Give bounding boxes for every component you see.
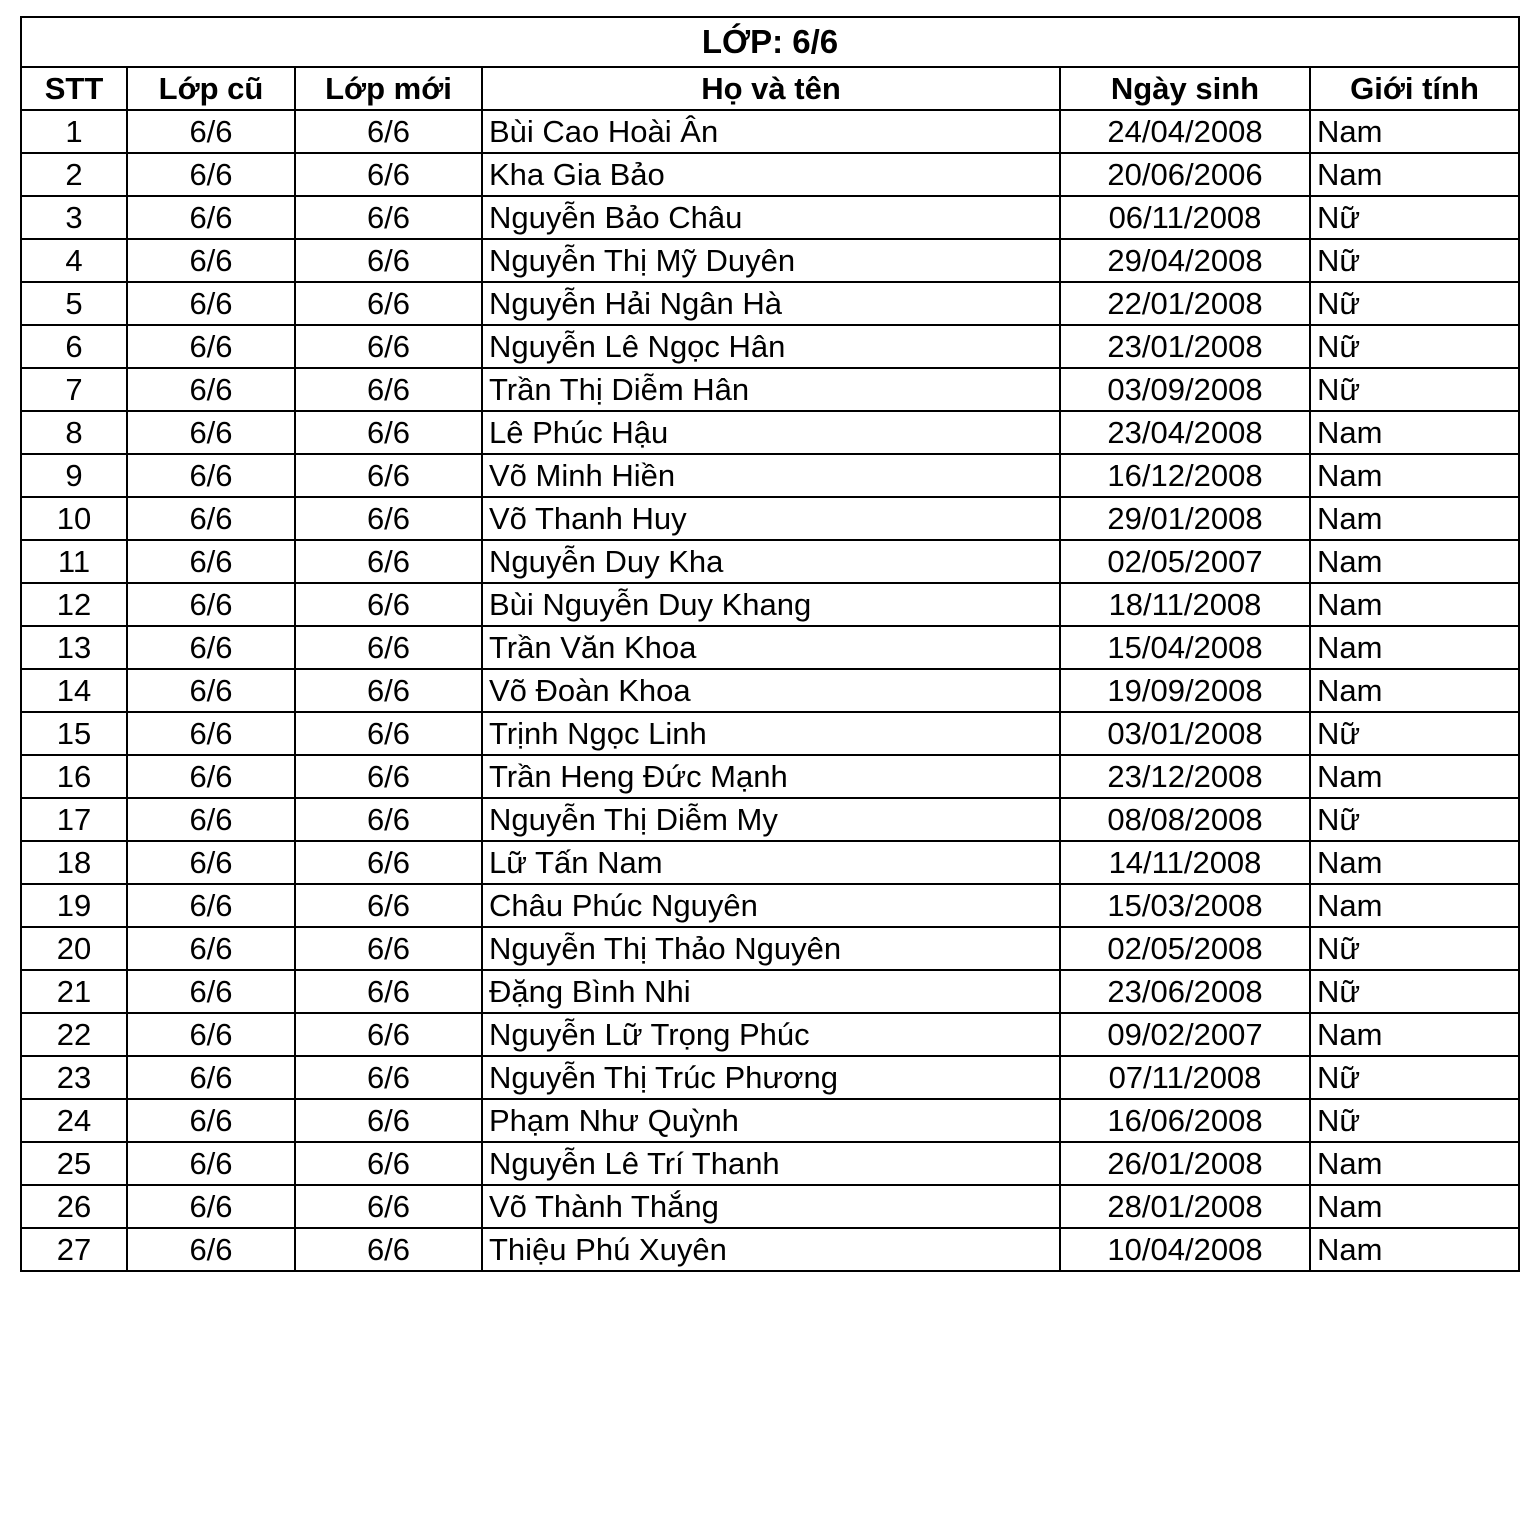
cell-new-class: 6/6 xyxy=(295,411,482,454)
cell-full-name: Lê Phúc Hậu xyxy=(482,411,1060,454)
cell-old-class: 6/6 xyxy=(127,153,295,196)
cell-gender: Nữ xyxy=(1310,1056,1519,1099)
cell-stt: 5 xyxy=(21,282,127,325)
cell-new-class: 6/6 xyxy=(295,841,482,884)
cell-new-class: 6/6 xyxy=(295,1142,482,1185)
cell-full-name: Trần Thị Diễm Hân xyxy=(482,368,1060,411)
table-row xyxy=(21,497,1519,540)
cell-full-name: Nguyễn Lữ Trọng Phúc xyxy=(482,1013,1060,1056)
table-row xyxy=(21,927,1519,970)
cell-new-class: 6/6 xyxy=(295,497,482,540)
table-row xyxy=(21,196,1519,239)
cell-old-class: 6/6 xyxy=(127,497,295,540)
cell-old-class: 6/6 xyxy=(127,325,295,368)
cell-stt: 23 xyxy=(21,1056,127,1099)
table-row xyxy=(21,626,1519,669)
cell-new-class: 6/6 xyxy=(295,540,482,583)
table-row xyxy=(21,239,1519,282)
cell-stt: 11 xyxy=(21,540,127,583)
cell-old-class: 6/6 xyxy=(127,1185,295,1228)
cell-birth-date: 03/09/2008 xyxy=(1060,368,1310,411)
cell-old-class: 6/6 xyxy=(127,411,295,454)
cell-new-class: 6/6 xyxy=(295,884,482,927)
class-roster-table xyxy=(20,16,1520,1272)
cell-new-class: 6/6 xyxy=(295,798,482,841)
cell-old-class: 6/6 xyxy=(127,239,295,282)
cell-gender: Nam xyxy=(1310,626,1519,669)
cell-old-class: 6/6 xyxy=(127,110,295,153)
cell-stt: 2 xyxy=(21,153,127,196)
cell-birth-date: 23/12/2008 xyxy=(1060,755,1310,798)
cell-full-name: Bùi Cao Hoài Ân xyxy=(482,110,1060,153)
header-birth-date: Ngày sinh xyxy=(1060,67,1310,110)
cell-birth-date: 19/09/2008 xyxy=(1060,669,1310,712)
cell-gender: Nam xyxy=(1310,884,1519,927)
cell-birth-date: 15/04/2008 xyxy=(1060,626,1310,669)
table-row xyxy=(21,1228,1519,1271)
cell-stt: 6 xyxy=(21,325,127,368)
cell-new-class: 6/6 xyxy=(295,970,482,1013)
cell-gender: Nữ xyxy=(1310,196,1519,239)
cell-stt: 3 xyxy=(21,196,127,239)
cell-gender: Nam xyxy=(1310,411,1519,454)
cell-new-class: 6/6 xyxy=(295,1013,482,1056)
cell-stt: 12 xyxy=(21,583,127,626)
cell-gender: Nam xyxy=(1310,1228,1519,1271)
cell-new-class: 6/6 xyxy=(295,927,482,970)
cell-new-class: 6/6 xyxy=(295,626,482,669)
cell-birth-date: 02/05/2008 xyxy=(1060,927,1310,970)
cell-new-class: 6/6 xyxy=(295,153,482,196)
cell-gender: Nam xyxy=(1310,497,1519,540)
cell-stt: 4 xyxy=(21,239,127,282)
cell-old-class: 6/6 xyxy=(127,755,295,798)
cell-new-class: 6/6 xyxy=(295,712,482,755)
cell-new-class: 6/6 xyxy=(295,1185,482,1228)
table-row xyxy=(21,540,1519,583)
cell-full-name: Nguyễn Hải Ngân Hà xyxy=(482,282,1060,325)
cell-new-class: 6/6 xyxy=(295,583,482,626)
header-new-class: Lớp mới xyxy=(295,67,482,110)
cell-birth-date: 02/05/2007 xyxy=(1060,540,1310,583)
table-row xyxy=(21,712,1519,755)
cell-full-name: Nguyễn Thị Thảo Nguyên xyxy=(482,927,1060,970)
cell-old-class: 6/6 xyxy=(127,1056,295,1099)
cell-birth-date: 23/04/2008 xyxy=(1060,411,1310,454)
table-row xyxy=(21,368,1519,411)
cell-birth-date: 23/06/2008 xyxy=(1060,970,1310,1013)
cell-stt: 26 xyxy=(21,1185,127,1228)
header-stt: STT xyxy=(21,67,127,110)
cell-gender: Nam xyxy=(1310,110,1519,153)
cell-gender: Nữ xyxy=(1310,798,1519,841)
cell-gender: Nữ xyxy=(1310,282,1519,325)
cell-stt: 20 xyxy=(21,927,127,970)
cell-birth-date: 16/06/2008 xyxy=(1060,1099,1310,1142)
cell-full-name: Võ Minh Hiền xyxy=(482,454,1060,497)
cell-birth-date: 23/01/2008 xyxy=(1060,325,1310,368)
cell-new-class: 6/6 xyxy=(295,1099,482,1142)
cell-birth-date: 18/11/2008 xyxy=(1060,583,1310,626)
cell-birth-date: 15/03/2008 xyxy=(1060,884,1310,927)
cell-gender: Nam xyxy=(1310,841,1519,884)
cell-old-class: 6/6 xyxy=(127,583,295,626)
cell-stt: 15 xyxy=(21,712,127,755)
table-row xyxy=(21,1142,1519,1185)
roster-body xyxy=(21,110,1519,1271)
cell-birth-date: 29/01/2008 xyxy=(1060,497,1310,540)
cell-stt: 10 xyxy=(21,497,127,540)
cell-full-name: Đặng Bình Nhi xyxy=(482,970,1060,1013)
cell-full-name: Kha Gia Bảo xyxy=(482,153,1060,196)
header-old-class: Lớp cũ xyxy=(127,67,295,110)
cell-full-name: Nguyễn Bảo Châu xyxy=(482,196,1060,239)
cell-gender: Nam xyxy=(1310,755,1519,798)
cell-gender: Nữ xyxy=(1310,325,1519,368)
cell-old-class: 6/6 xyxy=(127,927,295,970)
table-row xyxy=(21,1013,1519,1056)
table-row xyxy=(21,798,1519,841)
cell-gender: Nữ xyxy=(1310,927,1519,970)
cell-stt: 22 xyxy=(21,1013,127,1056)
cell-stt: 1 xyxy=(21,110,127,153)
cell-old-class: 6/6 xyxy=(127,970,295,1013)
cell-birth-date: 26/01/2008 xyxy=(1060,1142,1310,1185)
cell-stt: 8 xyxy=(21,411,127,454)
table-row xyxy=(21,884,1519,927)
table-row xyxy=(21,325,1519,368)
cell-new-class: 6/6 xyxy=(295,454,482,497)
cell-old-class: 6/6 xyxy=(127,1099,295,1142)
cell-old-class: 6/6 xyxy=(127,884,295,927)
cell-stt: 24 xyxy=(21,1099,127,1142)
cell-old-class: 6/6 xyxy=(127,798,295,841)
cell-gender: Nữ xyxy=(1310,712,1519,755)
cell-full-name: Võ Thành Thắng xyxy=(482,1185,1060,1228)
cell-old-class: 6/6 xyxy=(127,712,295,755)
cell-birth-date: 08/08/2008 xyxy=(1060,798,1310,841)
table-row xyxy=(21,1185,1519,1228)
cell-stt: 19 xyxy=(21,884,127,927)
cell-stt: 21 xyxy=(21,970,127,1013)
cell-new-class: 6/6 xyxy=(295,196,482,239)
cell-birth-date: 09/02/2007 xyxy=(1060,1013,1310,1056)
cell-gender: Nữ xyxy=(1310,970,1519,1013)
cell-full-name: Lữ Tấn Nam xyxy=(482,841,1060,884)
table-row xyxy=(21,282,1519,325)
cell-birth-date: 22/01/2008 xyxy=(1060,282,1310,325)
header-full-name: Họ và tên xyxy=(482,67,1060,110)
cell-full-name: Bùi Nguyễn Duy Khang xyxy=(482,583,1060,626)
cell-old-class: 6/6 xyxy=(127,841,295,884)
cell-stt: 14 xyxy=(21,669,127,712)
cell-gender: Nam xyxy=(1310,583,1519,626)
cell-new-class: 6/6 xyxy=(295,239,482,282)
cell-birth-date: 20/06/2006 xyxy=(1060,153,1310,196)
cell-gender: Nam xyxy=(1310,669,1519,712)
cell-full-name: Võ Đoàn Khoa xyxy=(482,669,1060,712)
table-row xyxy=(21,583,1519,626)
cell-new-class: 6/6 xyxy=(295,755,482,798)
cell-stt: 7 xyxy=(21,368,127,411)
table-row xyxy=(21,669,1519,712)
cell-gender: Nam xyxy=(1310,153,1519,196)
cell-birth-date: 14/11/2008 xyxy=(1060,841,1310,884)
cell-full-name: Nguyễn Thị Mỹ Duyên xyxy=(482,239,1060,282)
cell-birth-date: 10/04/2008 xyxy=(1060,1228,1310,1271)
cell-gender: Nữ xyxy=(1310,239,1519,282)
table-row xyxy=(21,454,1519,497)
header-gender: Giới tính xyxy=(1310,67,1519,110)
table-row xyxy=(21,970,1519,1013)
cell-gender: Nữ xyxy=(1310,1099,1519,1142)
cell-new-class: 6/6 xyxy=(295,669,482,712)
cell-gender: Nam xyxy=(1310,454,1519,497)
cell-new-class: 6/6 xyxy=(295,325,482,368)
title-row xyxy=(21,17,1519,67)
cell-stt: 9 xyxy=(21,454,127,497)
cell-full-name: Nguyễn Thị Trúc Phương xyxy=(482,1056,1060,1099)
cell-new-class: 6/6 xyxy=(295,1056,482,1099)
cell-old-class: 6/6 xyxy=(127,669,295,712)
cell-new-class: 6/6 xyxy=(295,368,482,411)
table-row xyxy=(21,153,1519,196)
cell-birth-date: 16/12/2008 xyxy=(1060,454,1310,497)
cell-birth-date: 07/11/2008 xyxy=(1060,1056,1310,1099)
table-row xyxy=(21,1099,1519,1142)
cell-stt: 25 xyxy=(21,1142,127,1185)
cell-full-name: Trần Văn Khoa xyxy=(482,626,1060,669)
cell-full-name: Nguyễn Thị Diễm My xyxy=(482,798,1060,841)
cell-old-class: 6/6 xyxy=(127,282,295,325)
cell-old-class: 6/6 xyxy=(127,196,295,239)
cell-birth-date: 06/11/2008 xyxy=(1060,196,1310,239)
cell-stt: 16 xyxy=(21,755,127,798)
cell-birth-date: 29/04/2008 xyxy=(1060,239,1310,282)
cell-full-name: Phạm Như Quỳnh xyxy=(482,1099,1060,1142)
cell-birth-date: 28/01/2008 xyxy=(1060,1185,1310,1228)
cell-stt: 18 xyxy=(21,841,127,884)
table-row xyxy=(21,110,1519,153)
cell-full-name: Nguyễn Lê Ngọc Hân xyxy=(482,325,1060,368)
cell-gender: Nữ xyxy=(1310,368,1519,411)
cell-stt: 13 xyxy=(21,626,127,669)
cell-new-class: 6/6 xyxy=(295,1228,482,1271)
cell-full-name: Nguyễn Duy Kha xyxy=(482,540,1060,583)
cell-old-class: 6/6 xyxy=(127,368,295,411)
cell-new-class: 6/6 xyxy=(295,282,482,325)
cell-birth-date: 24/04/2008 xyxy=(1060,110,1310,153)
cell-stt: 17 xyxy=(21,798,127,841)
cell-gender: Nam xyxy=(1310,540,1519,583)
cell-old-class: 6/6 xyxy=(127,1013,295,1056)
cell-full-name: Châu Phúc Nguyên xyxy=(482,884,1060,927)
cell-birth-date: 03/01/2008 xyxy=(1060,712,1310,755)
cell-gender: Nam xyxy=(1310,1185,1519,1228)
cell-stt: 27 xyxy=(21,1228,127,1271)
cell-gender: Nam xyxy=(1310,1142,1519,1185)
cell-full-name: Nguyễn Lê Trí Thanh xyxy=(482,1142,1060,1185)
cell-full-name: Võ Thanh Huy xyxy=(482,497,1060,540)
cell-new-class: 6/6 xyxy=(295,110,482,153)
table-row xyxy=(21,841,1519,884)
table-row xyxy=(21,411,1519,454)
cell-old-class: 6/6 xyxy=(127,454,295,497)
header-row xyxy=(21,67,1519,110)
cell-full-name: Trần Heng Đức Mạnh xyxy=(482,755,1060,798)
table-row xyxy=(21,1056,1519,1099)
cell-full-name: Trịnh Ngọc Linh xyxy=(482,712,1060,755)
class-title: LỚP: 6/6 xyxy=(21,17,1519,67)
cell-old-class: 6/6 xyxy=(127,1142,295,1185)
cell-old-class: 6/6 xyxy=(127,626,295,669)
table-row xyxy=(21,755,1519,798)
cell-gender: Nam xyxy=(1310,1013,1519,1056)
cell-old-class: 6/6 xyxy=(127,1228,295,1271)
cell-old-class: 6/6 xyxy=(127,540,295,583)
cell-full-name: Thiệu Phú Xuyên xyxy=(482,1228,1060,1271)
